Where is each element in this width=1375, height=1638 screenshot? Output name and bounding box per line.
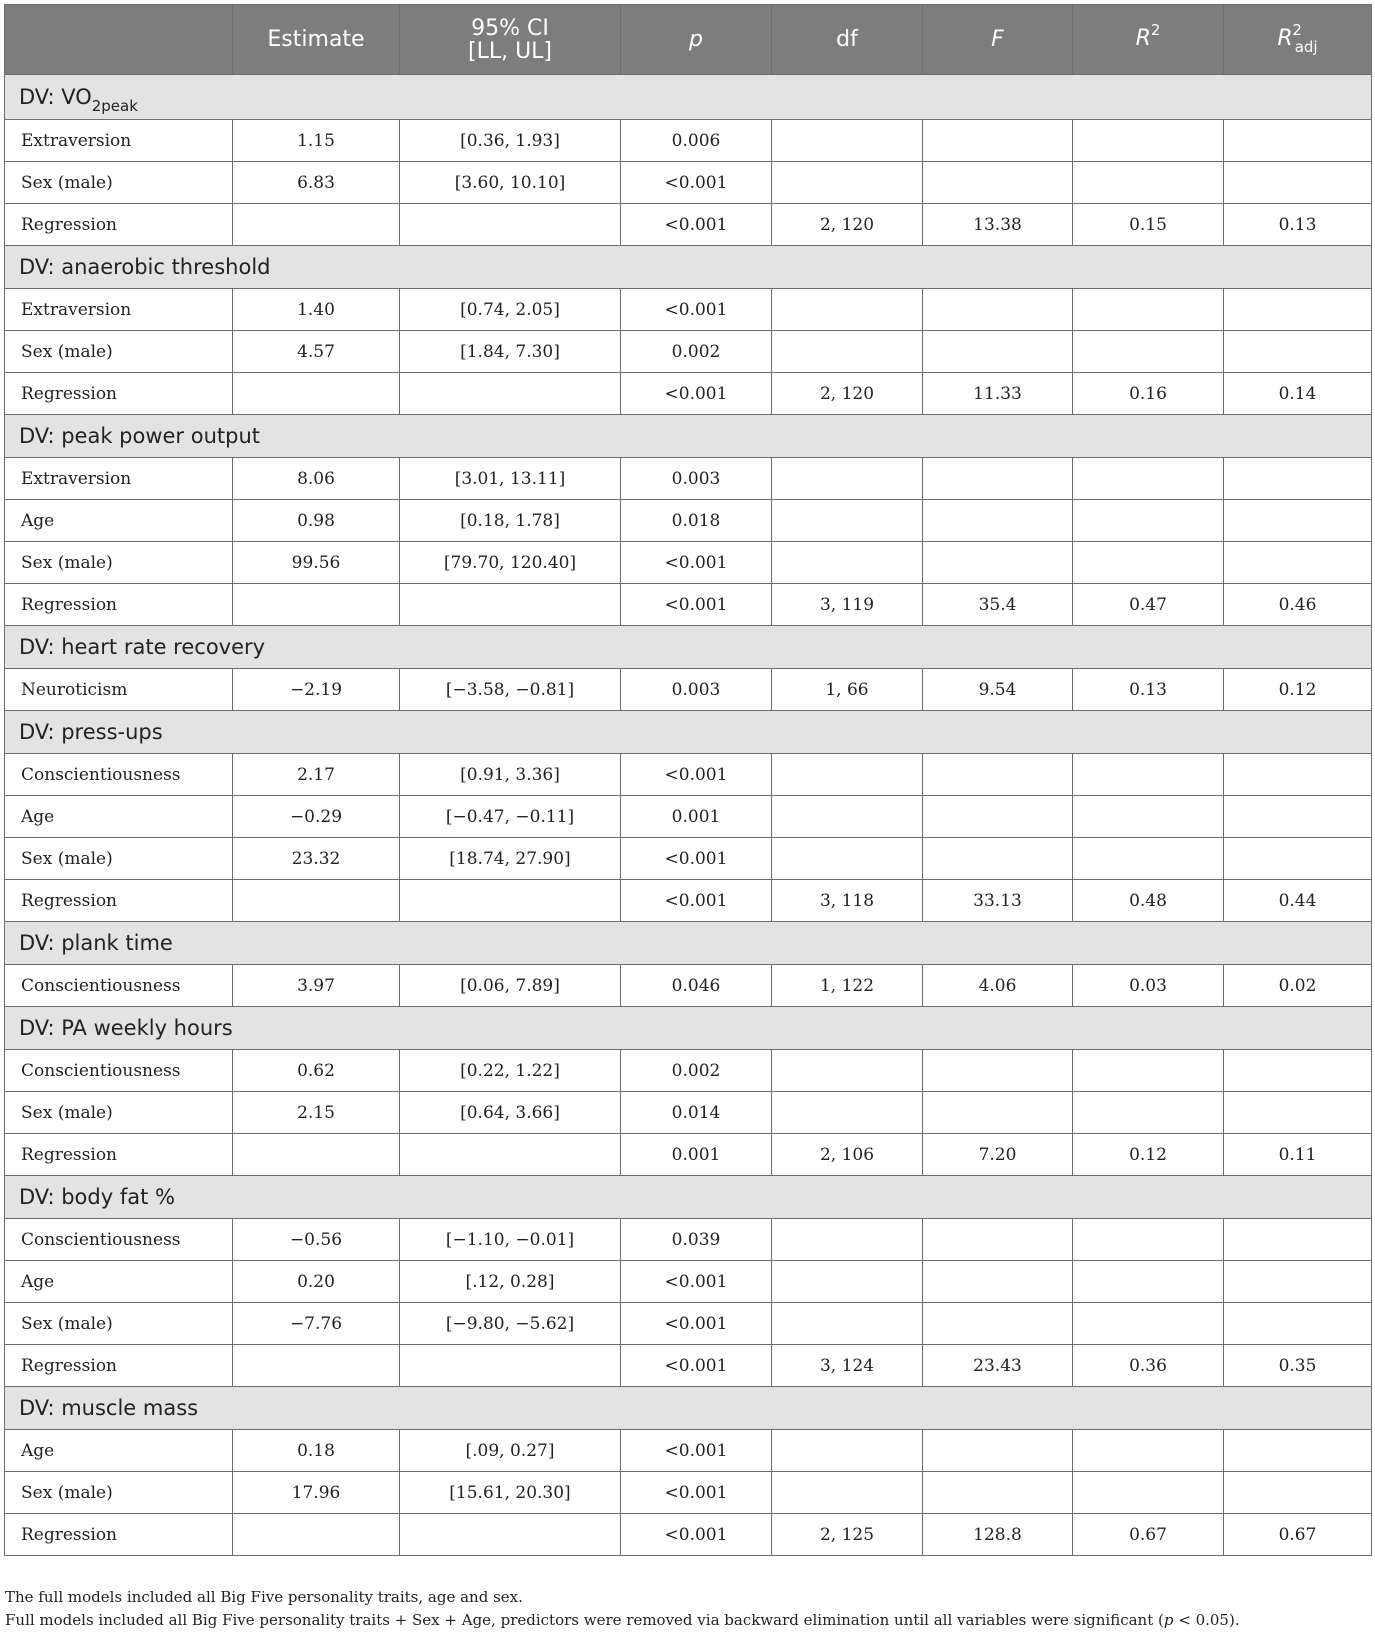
header-p: p bbox=[621, 5, 772, 75]
cell-r2: 0.47 bbox=[1073, 584, 1224, 626]
section-header-row bbox=[5, 1007, 1372, 1050]
cell-p: 0.018 bbox=[621, 500, 772, 542]
cell-p: 0.006 bbox=[621, 120, 772, 162]
cell-estimate: −7.76 bbox=[233, 1303, 400, 1345]
cell-f bbox=[923, 458, 1073, 500]
cell-estimate bbox=[233, 880, 400, 922]
cell-estimate: 3.97 bbox=[233, 965, 400, 1007]
cell-ci: [3.60, 10.10] bbox=[400, 162, 621, 204]
cell-estimate: −0.56 bbox=[233, 1219, 400, 1261]
cell-label: Regression bbox=[5, 373, 233, 415]
cell-df: 1, 66 bbox=[772, 669, 923, 711]
cell-r2: 0.12 bbox=[1073, 1134, 1224, 1176]
cell-f: 13.38 bbox=[923, 204, 1073, 246]
header-r2-base: R bbox=[1135, 26, 1151, 51]
cell-estimate bbox=[233, 373, 400, 415]
section-title-text: DV: VO bbox=[19, 85, 92, 109]
footnote-2-text-b: < 0.05). bbox=[1173, 1611, 1240, 1629]
cell-estimate bbox=[233, 1514, 400, 1556]
cell-df: 2, 106 bbox=[772, 1134, 923, 1176]
cell-f bbox=[923, 838, 1073, 880]
table-row bbox=[5, 373, 1372, 415]
cell-estimate bbox=[233, 584, 400, 626]
header-ci-line2: [LL, UL] bbox=[467, 38, 553, 64]
cell-r2-adj: 0.12 bbox=[1224, 669, 1372, 711]
cell-r2-adj: 0.67 bbox=[1224, 1514, 1372, 1556]
cell-ci: [−1.10, −0.01] bbox=[400, 1219, 621, 1261]
cell-p: 0.039 bbox=[621, 1219, 772, 1261]
cell-ci: [−3.58, −0.81] bbox=[400, 669, 621, 711]
cell-r2: 0.36 bbox=[1073, 1345, 1224, 1387]
cell-ci bbox=[400, 1345, 621, 1387]
cell-label: Age bbox=[5, 796, 233, 838]
table-row bbox=[5, 1472, 1372, 1514]
cell-r2-adj: 0.13 bbox=[1224, 204, 1372, 246]
cell-p: <0.001 bbox=[621, 584, 772, 626]
cell-estimate: 0.18 bbox=[233, 1430, 400, 1472]
cell-df bbox=[772, 1050, 923, 1092]
cell-r2 bbox=[1073, 542, 1224, 584]
cell-ci: [0.36, 1.93] bbox=[400, 120, 621, 162]
cell-df: 1, 122 bbox=[772, 965, 923, 1007]
cell-r2 bbox=[1073, 1303, 1224, 1345]
footnote-2-text-a: Full models included all Big Five personality traits + Sex + Age, predictors were removed via backward elimination until all variables were significant ( bbox=[5, 1611, 1164, 1629]
cell-label: Sex (male) bbox=[5, 331, 233, 373]
cell-ci bbox=[400, 1134, 621, 1176]
header-ci bbox=[400, 5, 621, 75]
table-row bbox=[5, 542, 1372, 584]
cell-df bbox=[772, 1261, 923, 1303]
table-row bbox=[5, 1345, 1372, 1387]
cell-ci: [0.91, 3.36] bbox=[400, 754, 621, 796]
cell-ci: [−0.47, −0.11] bbox=[400, 796, 621, 838]
header-r2adj-base: R bbox=[1277, 26, 1293, 51]
table-row bbox=[5, 669, 1372, 711]
table-row bbox=[5, 331, 1372, 373]
cell-r2 bbox=[1073, 1092, 1224, 1134]
footnote-1: The full models included all Big Five personality traits, age and sex. bbox=[5, 1588, 523, 1606]
header-estimate: Estimate bbox=[233, 5, 400, 75]
cell-r2-adj: 0.46 bbox=[1224, 584, 1372, 626]
cell-df: 2, 125 bbox=[772, 1514, 923, 1556]
footnote-2-p: p bbox=[1163, 1611, 1174, 1629]
header-r2adj-sup: 2 bbox=[1292, 21, 1302, 39]
cell-p: <0.001 bbox=[621, 204, 772, 246]
cell-r2-adj bbox=[1224, 1219, 1372, 1261]
cell-df: 2, 120 bbox=[772, 204, 923, 246]
cell-r2-adj bbox=[1224, 500, 1372, 542]
cell-p: <0.001 bbox=[621, 542, 772, 584]
cell-df bbox=[772, 500, 923, 542]
cell-f bbox=[923, 331, 1073, 373]
cell-p: <0.001 bbox=[621, 1430, 772, 1472]
table-row bbox=[5, 1430, 1372, 1472]
cell-df bbox=[772, 796, 923, 838]
cell-p: 0.014 bbox=[621, 1092, 772, 1134]
cell-ci: [.09, 0.27] bbox=[400, 1430, 621, 1472]
cell-ci bbox=[400, 204, 621, 246]
cell-r2-adj bbox=[1224, 1050, 1372, 1092]
cell-r2 bbox=[1073, 1050, 1224, 1092]
cell-df bbox=[772, 1219, 923, 1261]
cell-r2-adj bbox=[1224, 289, 1372, 331]
cell-label: Regression bbox=[5, 204, 233, 246]
cell-ci: [.12, 0.28] bbox=[400, 1261, 621, 1303]
cell-f bbox=[923, 1050, 1073, 1092]
cell-label: Conscientiousness bbox=[5, 1219, 233, 1261]
cell-p: <0.001 bbox=[621, 754, 772, 796]
table-row bbox=[5, 880, 1372, 922]
section-title bbox=[5, 75, 1372, 120]
cell-p: 0.001 bbox=[621, 1134, 772, 1176]
cell-f: 4.06 bbox=[923, 965, 1073, 1007]
cell-estimate: −0.29 bbox=[233, 796, 400, 838]
cell-df bbox=[772, 162, 923, 204]
cell-label: Sex (male) bbox=[5, 1303, 233, 1345]
section-title bbox=[5, 246, 1372, 289]
cell-f bbox=[923, 1472, 1073, 1514]
footnote-2 bbox=[5, 1609, 1370, 1632]
cell-label: Sex (male) bbox=[5, 162, 233, 204]
cell-label: Neuroticism bbox=[5, 669, 233, 711]
cell-p: <0.001 bbox=[621, 373, 772, 415]
cell-f bbox=[923, 542, 1073, 584]
cell-df bbox=[772, 1430, 923, 1472]
cell-estimate: 17.96 bbox=[233, 1472, 400, 1514]
section-title bbox=[5, 1387, 1372, 1430]
cell-df: 2, 120 bbox=[772, 373, 923, 415]
cell-r2 bbox=[1073, 1472, 1224, 1514]
table-row bbox=[5, 162, 1372, 204]
cell-r2 bbox=[1073, 120, 1224, 162]
cell-ci bbox=[400, 1514, 621, 1556]
cell-estimate bbox=[233, 1134, 400, 1176]
cell-estimate: 0.98 bbox=[233, 500, 400, 542]
cell-estimate: 1.15 bbox=[233, 120, 400, 162]
section-header-row bbox=[5, 711, 1372, 754]
cell-r2 bbox=[1073, 1430, 1224, 1472]
section-title-text: DV: anaerobic threshold bbox=[19, 255, 271, 279]
cell-label: Regression bbox=[5, 880, 233, 922]
cell-p: <0.001 bbox=[621, 1472, 772, 1514]
cell-df bbox=[772, 331, 923, 373]
cell-label: Sex (male) bbox=[5, 838, 233, 880]
cell-r2 bbox=[1073, 500, 1224, 542]
table-body bbox=[5, 75, 1372, 1556]
cell-p: <0.001 bbox=[621, 1514, 772, 1556]
cell-ci bbox=[400, 880, 621, 922]
cell-r2 bbox=[1073, 331, 1224, 373]
section-title-text: DV: muscle mass bbox=[19, 1396, 199, 1420]
header-r2-sup: 2 bbox=[1150, 21, 1161, 39]
section-header-row bbox=[5, 1387, 1372, 1430]
cell-ci bbox=[400, 584, 621, 626]
cell-df bbox=[772, 838, 923, 880]
cell-r2 bbox=[1073, 1261, 1224, 1303]
cell-label: Conscientiousness bbox=[5, 965, 233, 1007]
cell-r2 bbox=[1073, 838, 1224, 880]
cell-df bbox=[772, 754, 923, 796]
section-title bbox=[5, 922, 1372, 965]
cell-f bbox=[923, 1092, 1073, 1134]
section-title bbox=[5, 626, 1372, 669]
cell-ci: [79.70, 120.40] bbox=[400, 542, 621, 584]
cell-label: Regression bbox=[5, 584, 233, 626]
cell-f: 11.33 bbox=[923, 373, 1073, 415]
cell-label: Sex (male) bbox=[5, 542, 233, 584]
cell-f: 128.8 bbox=[923, 1514, 1073, 1556]
cell-df bbox=[772, 542, 923, 584]
table-header bbox=[5, 5, 1372, 75]
cell-r2-adj: 0.02 bbox=[1224, 965, 1372, 1007]
cell-f bbox=[923, 1430, 1073, 1472]
cell-p: <0.001 bbox=[621, 289, 772, 331]
header-f: F bbox=[923, 5, 1073, 75]
cell-label: Extraversion bbox=[5, 458, 233, 500]
cell-p: 0.046 bbox=[621, 965, 772, 1007]
section-title-text: DV: body fat % bbox=[19, 1185, 175, 1209]
cell-label: Regression bbox=[5, 1345, 233, 1387]
cell-r2-adj bbox=[1224, 838, 1372, 880]
cell-df: 3, 124 bbox=[772, 1345, 923, 1387]
header-ci-line1: 95% CI bbox=[471, 15, 549, 41]
cell-r2: 0.16 bbox=[1073, 373, 1224, 415]
cell-estimate: 23.32 bbox=[233, 838, 400, 880]
section-title-text: DV: press-ups bbox=[19, 720, 163, 744]
cell-r2-adj: 0.14 bbox=[1224, 373, 1372, 415]
cell-r2-adj bbox=[1224, 162, 1372, 204]
section-title-text: DV: plank time bbox=[19, 931, 173, 955]
table-row bbox=[5, 1303, 1372, 1345]
cell-estimate: 6.83 bbox=[233, 162, 400, 204]
cell-estimate: 1.40 bbox=[233, 289, 400, 331]
table-row bbox=[5, 584, 1372, 626]
section-title-text: DV: PA weekly hours bbox=[19, 1016, 233, 1040]
cell-label: Regression bbox=[5, 1514, 233, 1556]
cell-r2-adj: 0.11 bbox=[1224, 1134, 1372, 1176]
table-row bbox=[5, 838, 1372, 880]
table-row bbox=[5, 965, 1372, 1007]
cell-ci: [1.84, 7.30] bbox=[400, 331, 621, 373]
cell-f: 23.43 bbox=[923, 1345, 1073, 1387]
cell-estimate: 99.56 bbox=[233, 542, 400, 584]
table-row bbox=[5, 1134, 1372, 1176]
cell-ci: [3.01, 13.11] bbox=[400, 458, 621, 500]
section-title-subscript: 2peak bbox=[91, 97, 138, 115]
cell-f: 9.54 bbox=[923, 669, 1073, 711]
cell-f bbox=[923, 120, 1073, 162]
cell-r2 bbox=[1073, 162, 1224, 204]
table-row bbox=[5, 204, 1372, 246]
cell-label: Age bbox=[5, 1261, 233, 1303]
cell-ci: [15.61, 20.30] bbox=[400, 1472, 621, 1514]
header-r2adj-sub: adj bbox=[1294, 38, 1318, 56]
section-header-row bbox=[5, 75, 1372, 120]
cell-df: 3, 118 bbox=[772, 880, 923, 922]
cell-p: 0.002 bbox=[621, 331, 772, 373]
cell-r2-adj bbox=[1224, 1261, 1372, 1303]
cell-df bbox=[772, 1092, 923, 1134]
cell-estimate: −2.19 bbox=[233, 669, 400, 711]
cell-r2: 0.13 bbox=[1073, 669, 1224, 711]
cell-df bbox=[772, 1472, 923, 1514]
cell-ci: [0.06, 7.89] bbox=[400, 965, 621, 1007]
cell-r2 bbox=[1073, 289, 1224, 331]
section-header-row bbox=[5, 626, 1372, 669]
cell-ci: [0.64, 3.66] bbox=[400, 1092, 621, 1134]
cell-estimate: 4.57 bbox=[233, 331, 400, 373]
cell-r2: 0.48 bbox=[1073, 880, 1224, 922]
cell-estimate: 0.62 bbox=[233, 1050, 400, 1092]
section-header-row bbox=[5, 922, 1372, 965]
header-r2adj bbox=[1224, 5, 1372, 75]
cell-p: <0.001 bbox=[621, 880, 772, 922]
cell-f bbox=[923, 754, 1073, 796]
cell-f bbox=[923, 289, 1073, 331]
cell-estimate: 2.17 bbox=[233, 754, 400, 796]
table-row bbox=[5, 500, 1372, 542]
cell-ci: [0.18, 1.78] bbox=[400, 500, 621, 542]
header-row bbox=[5, 5, 1372, 75]
table-row bbox=[5, 458, 1372, 500]
cell-f: 33.13 bbox=[923, 880, 1073, 922]
section-header-row bbox=[5, 1176, 1372, 1219]
cell-r2-adj bbox=[1224, 1303, 1372, 1345]
cell-r2-adj bbox=[1224, 1092, 1372, 1134]
cell-r2 bbox=[1073, 754, 1224, 796]
cell-r2: 0.15 bbox=[1073, 204, 1224, 246]
cell-label: Sex (male) bbox=[5, 1092, 233, 1134]
cell-label: Extraversion bbox=[5, 120, 233, 162]
cell-p: 0.003 bbox=[621, 669, 772, 711]
cell-r2-adj bbox=[1224, 1472, 1372, 1514]
cell-label: Regression bbox=[5, 1134, 233, 1176]
cell-df bbox=[772, 1303, 923, 1345]
section-title-text: DV: peak power output bbox=[19, 424, 261, 448]
section-title bbox=[5, 1176, 1372, 1219]
cell-r2: 0.03 bbox=[1073, 965, 1224, 1007]
table-row bbox=[5, 1514, 1372, 1556]
cell-df bbox=[772, 458, 923, 500]
cell-estimate bbox=[233, 204, 400, 246]
cell-r2: 0.67 bbox=[1073, 1514, 1224, 1556]
cell-p: <0.001 bbox=[621, 1261, 772, 1303]
table-row bbox=[5, 1050, 1372, 1092]
cell-p: <0.001 bbox=[621, 838, 772, 880]
header-r2 bbox=[1073, 5, 1224, 75]
cell-f bbox=[923, 1303, 1073, 1345]
cell-ci: [0.22, 1.22] bbox=[400, 1050, 621, 1092]
cell-r2-adj bbox=[1224, 458, 1372, 500]
cell-estimate: 8.06 bbox=[233, 458, 400, 500]
table-row bbox=[5, 1092, 1372, 1134]
cell-r2-adj bbox=[1224, 1430, 1372, 1472]
cell-label: Conscientiousness bbox=[5, 1050, 233, 1092]
cell-df bbox=[772, 289, 923, 331]
section-header-row bbox=[5, 246, 1372, 289]
cell-label: Age bbox=[5, 500, 233, 542]
section-title bbox=[5, 415, 1372, 458]
cell-r2 bbox=[1073, 458, 1224, 500]
cell-f bbox=[923, 162, 1073, 204]
cell-ci bbox=[400, 373, 621, 415]
cell-p: 0.002 bbox=[621, 1050, 772, 1092]
cell-r2-adj bbox=[1224, 542, 1372, 584]
regression-results-table bbox=[4, 4, 1372, 1556]
table-row bbox=[5, 120, 1372, 162]
cell-ci: [18.74, 27.90] bbox=[400, 838, 621, 880]
cell-ci: [−9.80, −5.62] bbox=[400, 1303, 621, 1345]
cell-df: 3, 119 bbox=[772, 584, 923, 626]
cell-label: Sex (male) bbox=[5, 1472, 233, 1514]
table-footnotes bbox=[5, 1586, 1370, 1632]
cell-label: Conscientiousness bbox=[5, 754, 233, 796]
section-title bbox=[5, 711, 1372, 754]
cell-f bbox=[923, 1219, 1073, 1261]
cell-f bbox=[923, 796, 1073, 838]
cell-f bbox=[923, 1261, 1073, 1303]
cell-r2-adj bbox=[1224, 120, 1372, 162]
table-row bbox=[5, 754, 1372, 796]
cell-f: 35.4 bbox=[923, 584, 1073, 626]
table-row bbox=[5, 1219, 1372, 1261]
table-row bbox=[5, 1261, 1372, 1303]
table-row bbox=[5, 289, 1372, 331]
cell-estimate bbox=[233, 1345, 400, 1387]
cell-df bbox=[772, 120, 923, 162]
section-title bbox=[5, 1007, 1372, 1050]
header-df: df bbox=[772, 5, 923, 75]
cell-p: 0.003 bbox=[621, 458, 772, 500]
cell-p: 0.001 bbox=[621, 796, 772, 838]
cell-f: 7.20 bbox=[923, 1134, 1073, 1176]
cell-p: <0.001 bbox=[621, 162, 772, 204]
cell-r2-adj bbox=[1224, 796, 1372, 838]
table-row bbox=[5, 796, 1372, 838]
cell-r2-adj: 0.35 bbox=[1224, 1345, 1372, 1387]
cell-p: <0.001 bbox=[621, 1303, 772, 1345]
header-blank-cell bbox=[5, 5, 233, 75]
cell-estimate: 2.15 bbox=[233, 1092, 400, 1134]
cell-r2 bbox=[1073, 1219, 1224, 1261]
cell-p: <0.001 bbox=[621, 1345, 772, 1387]
cell-estimate: 0.20 bbox=[233, 1261, 400, 1303]
cell-label: Age bbox=[5, 1430, 233, 1472]
cell-ci: [0.74, 2.05] bbox=[400, 289, 621, 331]
results-table-container bbox=[4, 4, 1371, 1556]
cell-f bbox=[923, 500, 1073, 542]
cell-label: Extraversion bbox=[5, 289, 233, 331]
cell-r2-adj bbox=[1224, 754, 1372, 796]
section-title-text: DV: heart rate recovery bbox=[19, 635, 266, 659]
cell-r2-adj bbox=[1224, 331, 1372, 373]
section-header-row bbox=[5, 415, 1372, 458]
cell-r2 bbox=[1073, 796, 1224, 838]
cell-r2-adj: 0.44 bbox=[1224, 880, 1372, 922]
